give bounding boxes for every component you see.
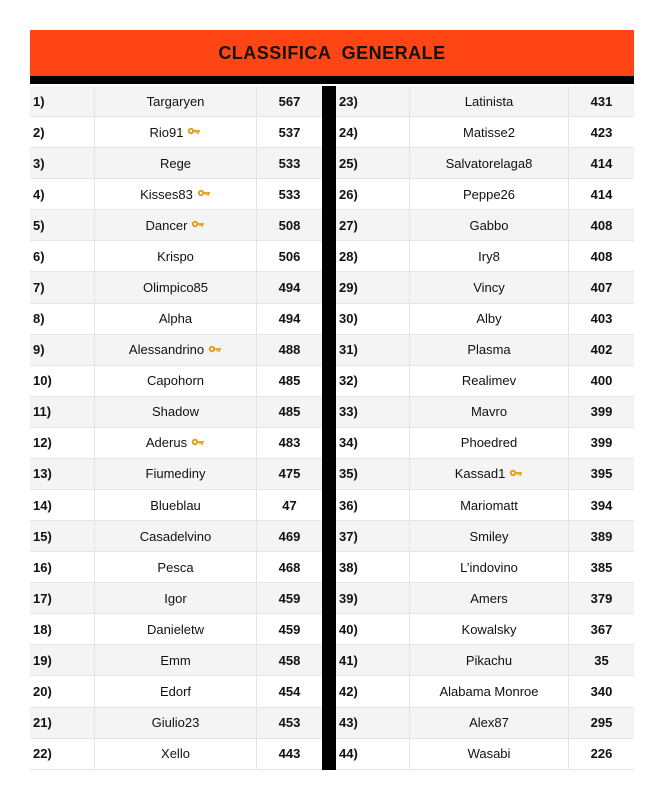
standings-row xyxy=(336,521,634,552)
standings-row xyxy=(336,676,634,707)
score-cell: 295 xyxy=(590,715,613,731)
standings-row xyxy=(30,739,322,770)
player-name-cell xyxy=(410,210,569,240)
rank-cell: 31) xyxy=(336,335,410,365)
player-name: Matisse2 xyxy=(462,124,516,140)
score-cell: 423 xyxy=(590,124,613,140)
player-name-cell xyxy=(95,583,257,613)
standings-row xyxy=(30,272,322,303)
player-name-cell xyxy=(95,272,257,302)
player-name: Amers xyxy=(470,590,508,606)
rank-cell: 17) xyxy=(30,583,95,613)
player-name: Blueblau xyxy=(150,497,201,513)
player-name-cell xyxy=(95,614,257,644)
rank-cell: 6) xyxy=(30,241,95,271)
player-name: Danieletw xyxy=(146,621,205,637)
score-cell: 475 xyxy=(278,466,301,482)
standings-row xyxy=(336,366,634,397)
key-icon xyxy=(191,437,205,449)
score-cell: 483 xyxy=(278,435,301,451)
score-cell: 494 xyxy=(278,311,301,327)
player-name: Aderus xyxy=(145,435,188,451)
player-name: Xello xyxy=(161,746,190,762)
standings-row xyxy=(30,241,322,272)
player-name: Fiumediny xyxy=(145,466,206,482)
standings-row xyxy=(336,459,634,490)
rank-cell: 19) xyxy=(30,645,95,675)
player-name: Kisses83 xyxy=(140,186,193,202)
score-cell: 367 xyxy=(590,621,613,637)
rank-cell: 3) xyxy=(30,148,95,178)
player-name-cell xyxy=(95,490,257,520)
standings-row xyxy=(30,335,322,366)
player-name: Pikachu xyxy=(465,652,513,668)
standings-row xyxy=(30,304,322,335)
player-name: Kassad1 xyxy=(454,466,506,482)
player-name: Smiley xyxy=(469,528,509,544)
player-name-cell xyxy=(410,148,569,178)
standings-column-right xyxy=(336,86,634,770)
player-name: Rege xyxy=(159,155,192,171)
player-name-cell xyxy=(410,366,569,396)
player-name: Gabbo xyxy=(469,217,509,233)
standings-row xyxy=(30,428,322,459)
player-name: Vincy xyxy=(473,280,505,295)
rank-cell: 41) xyxy=(336,645,410,675)
player-name: Mavro xyxy=(470,404,508,420)
rank-cell: 23) xyxy=(336,86,410,116)
standings-column-left xyxy=(30,86,322,770)
player-name: Edorf xyxy=(159,684,192,700)
score-cell: 453 xyxy=(278,715,301,731)
score-cell: 394 xyxy=(590,497,613,513)
score-cell: 443 xyxy=(278,746,301,762)
score-cell: 533 xyxy=(278,186,301,202)
player-name-cell xyxy=(95,459,257,489)
player-name: L’indovino xyxy=(460,559,518,575)
rank-cell: 21) xyxy=(30,708,95,738)
standings-row xyxy=(30,459,322,490)
score-cell: 485 xyxy=(278,404,301,420)
rank-cell: 22) xyxy=(30,739,95,769)
score-cell: 537 xyxy=(278,124,301,140)
rank-cell: 14) xyxy=(30,490,95,520)
player-name-cell xyxy=(95,241,257,271)
score-cell: 389 xyxy=(590,528,613,544)
rank-cell: 37) xyxy=(336,521,410,551)
player-name: Plasma xyxy=(467,342,511,358)
standings-title: CLASSIFICA GENERALE xyxy=(30,30,634,76)
player-name-cell xyxy=(95,676,257,706)
rank-cell: 33) xyxy=(336,397,410,427)
player-name: Dancer xyxy=(145,217,188,233)
standings-row xyxy=(336,490,634,521)
player-name-cell xyxy=(410,179,569,209)
rank-cell: 8) xyxy=(30,304,95,334)
standings-row xyxy=(30,210,322,241)
score-cell: 400 xyxy=(590,373,613,389)
key-icon xyxy=(208,344,222,356)
player-name-cell xyxy=(95,397,257,427)
player-name-cell xyxy=(410,490,569,520)
player-name: Mariomatt xyxy=(460,497,518,513)
player-name-cell xyxy=(410,459,569,489)
player-name-cell xyxy=(410,645,569,675)
player-name: Olimpico85 xyxy=(142,280,209,295)
player-name: Peppe26 xyxy=(462,186,516,202)
standings-row xyxy=(336,397,634,428)
rank-cell: 12) xyxy=(30,428,95,458)
score-cell: 395 xyxy=(590,466,613,482)
player-name-cell xyxy=(410,521,569,551)
standings-row xyxy=(30,614,322,645)
rank-cell: 28) xyxy=(336,241,410,271)
score-cell: 47 xyxy=(282,497,297,513)
standings-row xyxy=(30,708,322,739)
standings-row xyxy=(30,366,322,397)
rank-cell: 16) xyxy=(30,552,95,582)
player-name-cell xyxy=(95,335,257,365)
standings-row xyxy=(336,645,634,676)
score-cell: 35 xyxy=(594,652,609,668)
rank-cell: 2) xyxy=(30,117,95,147)
player-name: Targaryen xyxy=(146,93,205,109)
player-name-cell xyxy=(410,304,569,334)
rank-cell: 42) xyxy=(336,676,410,706)
rank-cell: 4) xyxy=(30,179,95,209)
player-name-cell xyxy=(410,272,569,302)
score-cell: 399 xyxy=(590,435,613,451)
standings-row xyxy=(336,148,634,179)
rank-cell: 15) xyxy=(30,521,95,551)
score-cell: 414 xyxy=(590,155,613,171)
player-name-cell xyxy=(95,428,257,458)
column-divider xyxy=(322,86,336,770)
player-name: Phoedred xyxy=(460,435,518,451)
rank-cell: 35) xyxy=(336,459,410,489)
score-cell: 340 xyxy=(590,684,613,700)
score-cell: 399 xyxy=(590,404,613,420)
rank-cell: 34) xyxy=(336,428,410,458)
key-icon xyxy=(191,219,205,231)
rank-cell: 43) xyxy=(336,708,410,738)
standings-row xyxy=(336,241,634,272)
score-cell: 403 xyxy=(590,311,613,327)
score-cell: 408 xyxy=(590,248,613,264)
rank-cell: 25) xyxy=(336,148,410,178)
score-cell: 494 xyxy=(278,280,301,295)
rank-cell: 1) xyxy=(30,86,95,116)
player-name-cell xyxy=(410,241,569,271)
rank-cell: 27) xyxy=(336,210,410,240)
player-name-cell xyxy=(95,739,257,769)
player-name-cell xyxy=(95,521,257,551)
score-cell: 508 xyxy=(278,217,301,233)
player-name: Krispo xyxy=(157,248,194,264)
standings-row xyxy=(30,148,322,179)
player-name-cell xyxy=(95,552,257,582)
player-name: Alabama Monroe xyxy=(439,684,539,700)
rank-cell: 10) xyxy=(30,366,95,396)
score-cell: 459 xyxy=(278,590,301,606)
player-name: Giulio23 xyxy=(151,715,200,731)
standings-row xyxy=(30,583,322,614)
player-name-cell xyxy=(410,86,569,116)
player-name-cell xyxy=(95,304,257,334)
player-name: Pesca xyxy=(157,559,194,575)
score-cell: 488 xyxy=(278,342,301,358)
player-name: Wasabi xyxy=(467,746,511,762)
player-name: Alessandrino xyxy=(128,342,205,358)
player-name: Emm xyxy=(160,652,191,668)
rank-cell: 32) xyxy=(336,366,410,396)
score-cell: 533 xyxy=(278,155,301,171)
score-cell: 468 xyxy=(278,559,301,575)
standings-row xyxy=(30,676,322,707)
header-divider xyxy=(30,76,634,84)
score-cell: 407 xyxy=(590,280,613,295)
player-name-cell xyxy=(410,117,569,147)
key-icon xyxy=(509,468,523,480)
rank-cell: 30) xyxy=(336,304,410,334)
standings-row xyxy=(336,708,634,739)
player-name-cell xyxy=(410,552,569,582)
player-name: Realimev xyxy=(461,373,517,389)
standings-row xyxy=(336,179,634,210)
rank-cell: 9) xyxy=(30,335,95,365)
player-name-cell xyxy=(410,428,569,458)
standings-row xyxy=(336,86,634,117)
player-name: Rio91 xyxy=(149,124,184,140)
rank-cell: 11) xyxy=(30,397,95,427)
player-name-cell xyxy=(410,739,569,769)
player-name-cell xyxy=(95,117,257,147)
standings-row xyxy=(30,490,322,521)
key-icon xyxy=(197,188,211,200)
standings-row xyxy=(30,521,322,552)
player-name-cell xyxy=(95,210,257,240)
score-cell: 385 xyxy=(590,559,613,575)
score-cell: 458 xyxy=(278,652,301,668)
standings-row xyxy=(336,583,634,614)
score-cell: 454 xyxy=(278,684,301,700)
standings-row xyxy=(336,304,634,335)
score-cell: 567 xyxy=(278,93,301,109)
player-name: Casadelvino xyxy=(139,528,212,544)
player-name-cell xyxy=(410,708,569,738)
player-name-cell xyxy=(410,335,569,365)
standings-row xyxy=(336,739,634,770)
key-icon xyxy=(187,126,201,138)
standings-row xyxy=(336,272,634,303)
score-cell: 431 xyxy=(590,93,613,109)
score-cell: 408 xyxy=(590,217,613,233)
player-name-cell xyxy=(95,708,257,738)
standings-row xyxy=(30,179,322,210)
player-name-cell xyxy=(410,676,569,706)
rank-cell: 29) xyxy=(336,272,410,302)
rank-cell: 40) xyxy=(336,614,410,644)
player-name: Alby xyxy=(476,311,502,327)
player-name-cell xyxy=(95,86,257,116)
score-cell: 469 xyxy=(278,528,301,544)
player-name-cell xyxy=(410,397,569,427)
standings-row xyxy=(336,614,634,645)
standings-row xyxy=(336,552,634,583)
player-name: Salvatorelaga8 xyxy=(445,155,533,171)
standings-row xyxy=(30,86,322,117)
standings-row xyxy=(336,210,634,241)
standings-row xyxy=(336,117,634,148)
player-name: Igor xyxy=(164,590,187,606)
player-name-cell xyxy=(95,366,257,396)
player-name: Latinista xyxy=(464,93,514,109)
rank-cell: 5) xyxy=(30,210,95,240)
standings-row xyxy=(30,552,322,583)
player-name: Kowalsky xyxy=(461,621,517,637)
rank-cell: 36) xyxy=(336,490,410,520)
player-name: Capohorn xyxy=(146,373,205,389)
player-name: Alpha xyxy=(158,311,193,327)
rank-cell: 7) xyxy=(30,272,95,302)
player-name: Iry8 xyxy=(478,248,500,264)
player-name: Alex87 xyxy=(469,715,509,731)
rank-cell: 39) xyxy=(336,583,410,613)
standings-row xyxy=(336,335,634,366)
rank-cell: 13) xyxy=(30,459,95,489)
player-name-cell xyxy=(95,179,257,209)
player-name: Shadow xyxy=(152,404,199,420)
rank-cell: 18) xyxy=(30,614,95,644)
rank-cell: 38) xyxy=(336,552,410,582)
score-cell: 402 xyxy=(590,342,613,358)
score-cell: 379 xyxy=(590,590,613,606)
rank-cell: 26) xyxy=(336,179,410,209)
standings-row xyxy=(30,117,322,148)
score-cell: 485 xyxy=(278,373,301,389)
rank-cell: 24) xyxy=(336,117,410,147)
standings-row xyxy=(336,428,634,459)
score-cell: 459 xyxy=(278,621,301,637)
score-cell: 414 xyxy=(590,186,613,202)
score-cell: 506 xyxy=(278,248,301,264)
rank-cell: 44) xyxy=(336,739,410,769)
rank-cell: 20) xyxy=(30,676,95,706)
score-cell: 226 xyxy=(590,746,613,762)
player-name-cell xyxy=(410,614,569,644)
standings-row xyxy=(30,645,322,676)
standings-row xyxy=(30,397,322,428)
player-name-cell xyxy=(95,645,257,675)
player-name-cell xyxy=(95,148,257,178)
player-name-cell xyxy=(410,583,569,613)
